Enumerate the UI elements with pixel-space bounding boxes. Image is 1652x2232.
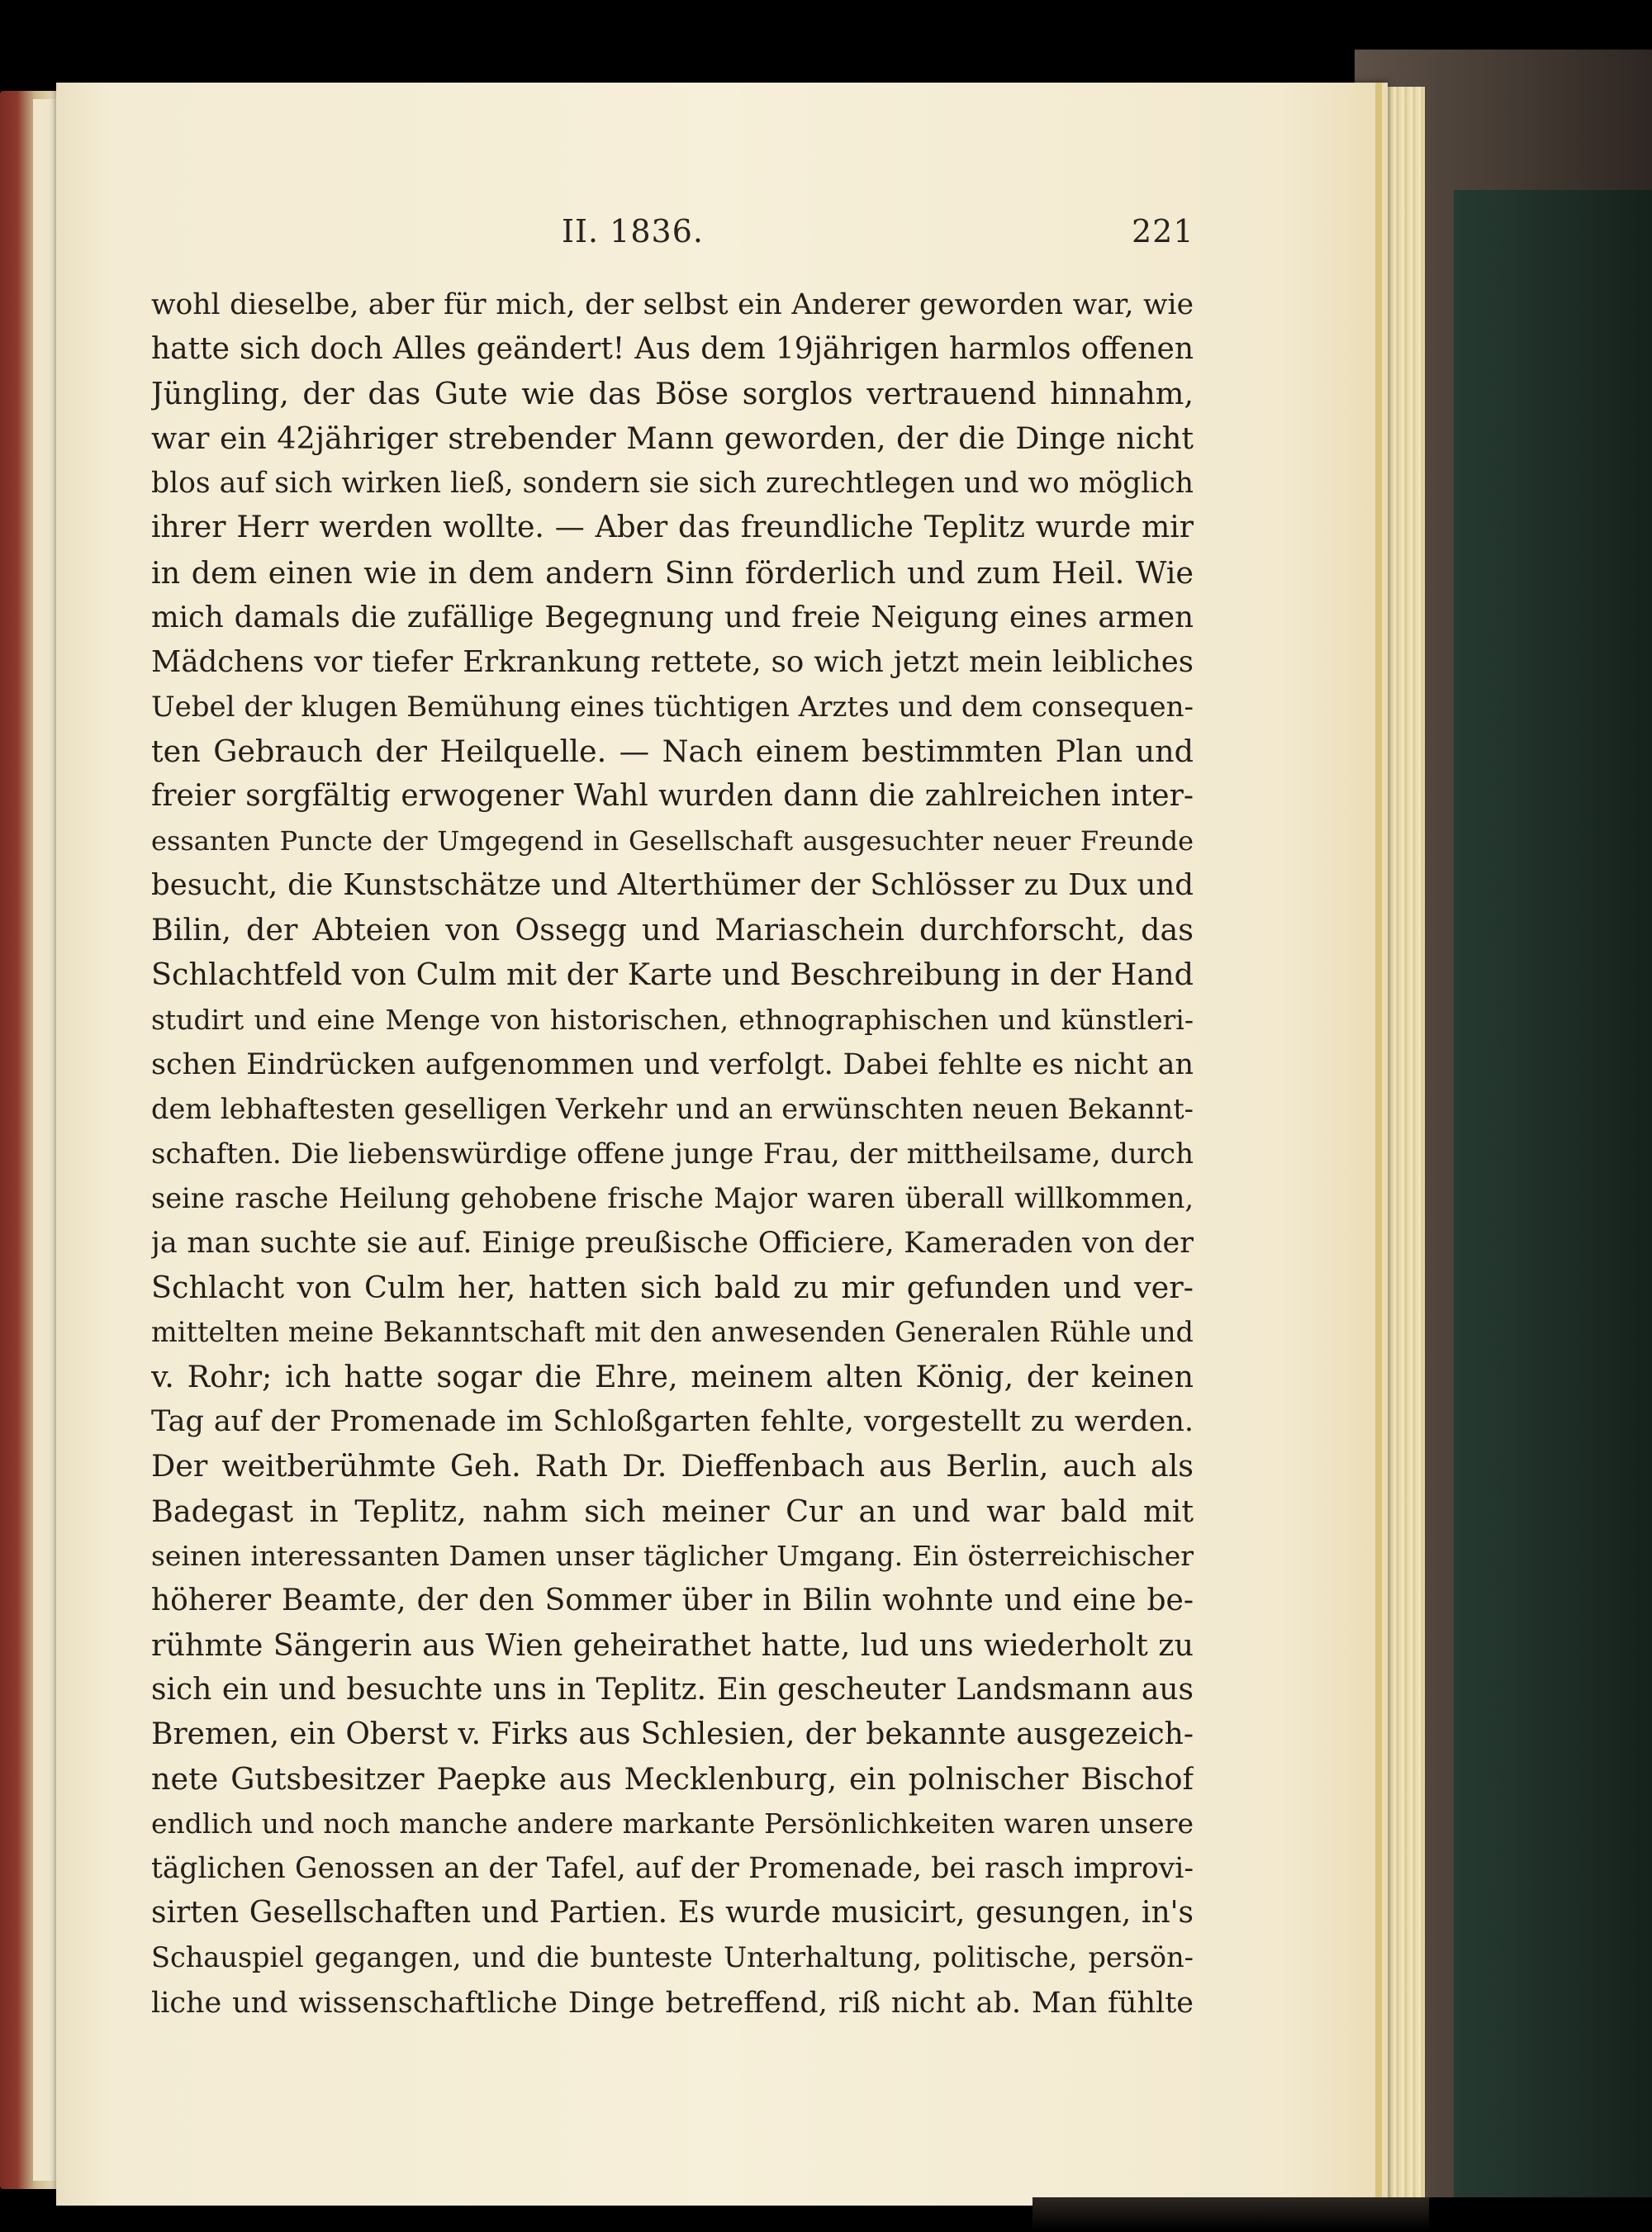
text-line: schen Eindrücken aufgenommen und verfolgt. Dabei fehlte es nicht an bbox=[151, 1047, 1194, 1081]
shadow bbox=[1032, 2197, 1429, 2230]
text-line: dem lebhaftesten geselligen Verkehr und an erwünschten neuen Bekannt- bbox=[151, 1092, 1194, 1125]
text-line: studirt und eine Menge von historischen, ethnographischen und künstleri- bbox=[151, 1003, 1194, 1036]
text-line: sirten Gesellschaften und Partien. Es wurde musicirt, gesungen, in's bbox=[151, 1896, 1194, 1930]
text-line: mich damals die zufällige Begegnung und freie Neigung eines armen bbox=[151, 600, 1194, 634]
text-line: Der weitberühmte Geh. Rath Dr. Dieffenbach aus Berlin, auch als bbox=[151, 1448, 1194, 1484]
text-line: in dem einen wie in dem andern Sinn förderlich und zum Heil. Wie bbox=[151, 554, 1194, 591]
body-text bbox=[151, 283, 1194, 2025]
page-number: 221 bbox=[1132, 213, 1194, 249]
text-line: essanten Puncte der Umgegend in Gesellschaft ausgesuchter neuer Freunde bbox=[151, 825, 1194, 857]
text-line: seinen interessanten Damen unser täglicher Umgang. Ein österreichischer bbox=[151, 1539, 1194, 1572]
text-line: Schlachtfeld von Culm mit der Karte und Beschreibung in der Hand bbox=[151, 957, 1194, 993]
text-line: freier sorgfältig erwogener Wahl wurden dann die zahlreichen inter- bbox=[151, 779, 1194, 814]
text-line: nete Gutsbesitzer Paepke aus Mecklenburg, ein polnischer Bischof bbox=[151, 1761, 1194, 1797]
section-heading: II. 1836. bbox=[562, 213, 704, 249]
text-line: Bremen, ein Oberst v. Firks aus Schlesien, der bekannte ausgezeich- bbox=[151, 1717, 1194, 1751]
text-line: höherer Beamte, der den Sommer über in Bilin wohnte und eine be- bbox=[151, 1583, 1194, 1617]
gilt-edge bbox=[1375, 83, 1382, 2207]
text-line: Bilin, der Abteien von Ossegg und Mariaschein durchforscht, das bbox=[151, 912, 1194, 948]
text-line: endlich und noch manche andere markante Persönlichkeiten waren unsere bbox=[151, 1807, 1194, 1840]
text-line: hatte sich doch Alles geändert! Aus dem 19jährigen harmlos offenen bbox=[151, 332, 1194, 367]
text-line: Mädchens vor tiefer Erkrankung rettete, so wich jetzt mein leibliches bbox=[151, 644, 1194, 679]
text-line: mittelten meine Bekanntschaft mit den anwesenden Generalen Rühle und bbox=[151, 1316, 1194, 1349]
book-cover-cloth bbox=[1454, 190, 1652, 2197]
text-line: wohl dieselbe, aber für mich, der selbst ein Anderer geworden war, wie bbox=[151, 288, 1194, 321]
text-line: Uebel der klugen Bemühung eines tüchtigen Arztes und dem consequen- bbox=[151, 690, 1194, 724]
text-line: v. Rohr; ich hatte sogar die Ehre, meinem alten König, der keinen bbox=[151, 1359, 1194, 1395]
running-head bbox=[529, 213, 1194, 263]
text-line: war ein 42jähriger strebender Mann geworden, der die Dinge nicht bbox=[151, 420, 1194, 457]
previous-page-margin bbox=[33, 99, 58, 2181]
text-line: Schlacht von Culm her, hatten sich bald zu mir gefunden und ver- bbox=[151, 1270, 1194, 1306]
text-line: schaften. Die liebenswürdige offene junge Frau, der mittheilsame, durch bbox=[151, 1137, 1194, 1171]
text-line: Tag auf der Promenade im Schloßgarten fehlte, vorgestellt zu werden. bbox=[151, 1405, 1194, 1439]
text-line: seine rasche Heilung gehobene frische Major waren überall willkommen, bbox=[151, 1181, 1194, 1214]
text-line: Schauspiel gegangen, und die bunteste Unterhaltung, politische, persön- bbox=[151, 1941, 1194, 1974]
text-line: Jüngling, der das Gute wie das Böse sorglos vertrauend hinnahm, bbox=[151, 376, 1194, 412]
text-line: sich ein und besuchte uns in Teplitz. Ein gescheuter Landsmann aus bbox=[151, 1672, 1194, 1707]
text-line: ten Gebrauch der Heilquelle. — Nach einem bestimmten Plan und bbox=[151, 733, 1194, 769]
text-line: besucht, die Kunstschätze und Alterthümer der Schlösser zu Dux und bbox=[151, 868, 1194, 903]
text-line: liche und wissenschaftliche Dinge betreffend, riß nicht ab. Man fühlte bbox=[151, 1986, 1194, 2020]
text-line: rühmte Sängerin aus Wien geheirathet hatte, lud uns wiederholt zu bbox=[151, 1627, 1194, 1663]
text-line: ja man suchte sie auf. Einige preußische Officiere, Kameraden von der bbox=[151, 1226, 1194, 1260]
text-line: blos auf sich wirken ließ, sondern sie sich zurechtlegen und wo möglich bbox=[151, 467, 1194, 501]
text-line: ihrer Herr werden wollte. — Aber das freundliche Teplitz wurde mir bbox=[151, 511, 1194, 545]
text-line: täglichen Genossen an der Tafel, auf der Promenade, bei rasch improvi- bbox=[151, 1852, 1194, 1886]
text-line: Badegast in Teplitz, nahm sich meiner Cur an und war bald mit bbox=[151, 1493, 1194, 1529]
